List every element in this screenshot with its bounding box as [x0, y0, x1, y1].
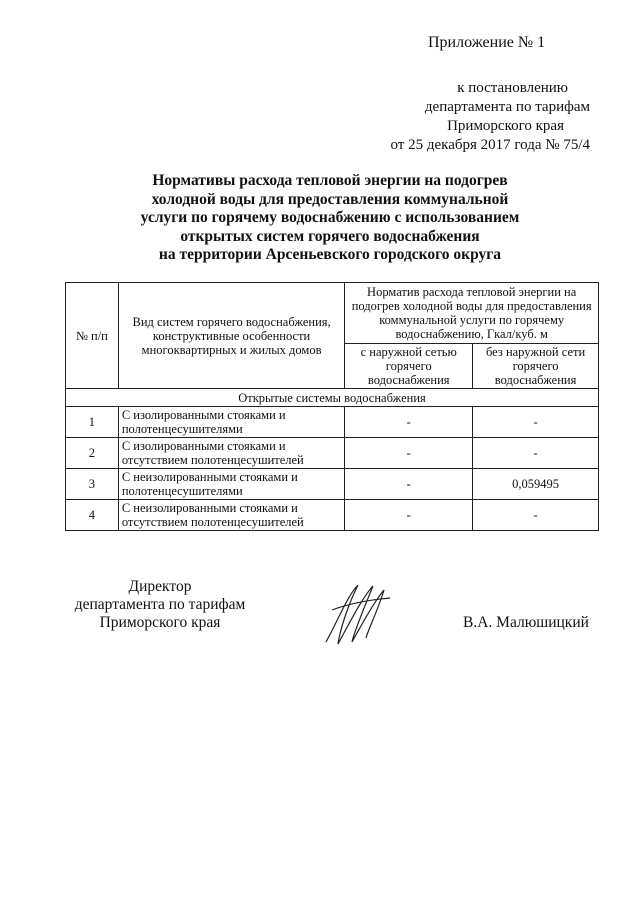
- position-line: Директор: [128, 578, 192, 595]
- header-with-network: с наружной сетью горячего водоснабжения: [345, 344, 473, 389]
- reference-line: Приморского края: [447, 118, 564, 134]
- header-type: Вид систем горячего водоснабжения, конструктивные особенности многоквартирных и жилых домов: [118, 283, 345, 389]
- cell-type: С изолированными стояками и полотенцесушителями: [118, 407, 345, 438]
- reference-block: [390, 79, 590, 155]
- cell-type: С изолированными стояками и отсутствием полотенцесушителей: [118, 438, 345, 469]
- title-line: Нормативы расхода тепловой энергии на подогрев: [152, 172, 508, 189]
- title-line: открытых систем горячего водоснабжения: [180, 227, 480, 245]
- cell-with: -: [345, 500, 473, 531]
- table-row: [66, 438, 599, 469]
- cell-with: -: [345, 438, 473, 469]
- cell-without: -: [473, 500, 599, 531]
- cell-num: 2: [66, 438, 119, 469]
- cell-without: -: [473, 407, 599, 438]
- title-line: на территории Арсеньевского городского округа: [158, 246, 502, 263]
- handwritten-signature: [318, 580, 398, 650]
- position-line: Приморского края: [99, 614, 221, 631]
- cell-with: -: [345, 407, 473, 438]
- appendix-label: Приложение № 1: [428, 34, 546, 51]
- cell-type: С неизолированными стояками и полотенцесушителями: [118, 469, 345, 500]
- table-row: [66, 469, 599, 500]
- norms-table: [65, 282, 599, 531]
- header-norm: Норматив расхода тепловой энергии на подогрев холодной воды для предоставления коммунальной услуги по горячему водоснабжению, Гкал/куб. м: [345, 283, 599, 344]
- cell-without: 0,059495: [473, 469, 599, 500]
- reference-line: к постановлению: [457, 80, 568, 96]
- cell-without: -: [473, 438, 599, 469]
- cell-num: 4: [66, 500, 119, 531]
- title-line: холодной воды для предоставления коммунальной: [151, 190, 509, 208]
- position-line: департамента по тарифам: [74, 596, 246, 613]
- signatory-position: [60, 578, 260, 632]
- header-num: № п/п: [66, 283, 119, 389]
- reference-line: департамента по тарифам: [424, 99, 590, 115]
- signatory-name: В.А. Малюшицкий: [463, 614, 589, 631]
- table-row: [66, 407, 599, 438]
- cell-num: 1: [66, 407, 119, 438]
- section-row: Открытые системы водоснабжения: [66, 389, 599, 407]
- header-without-network: без наружной сети горячего водоснабжения: [473, 344, 599, 389]
- document-title: [60, 172, 600, 265]
- title-line: услуги по горячему водоснабжению с использованием: [140, 209, 520, 226]
- reference-line: от 25 декабря 2017 года № 75/4: [390, 137, 590, 153]
- cell-with: -: [345, 469, 473, 500]
- cell-num: 3: [66, 469, 119, 500]
- table-row: [66, 500, 599, 531]
- cell-type: С неизолированными стояками и отсутствием полотенцесушителей: [118, 500, 345, 531]
